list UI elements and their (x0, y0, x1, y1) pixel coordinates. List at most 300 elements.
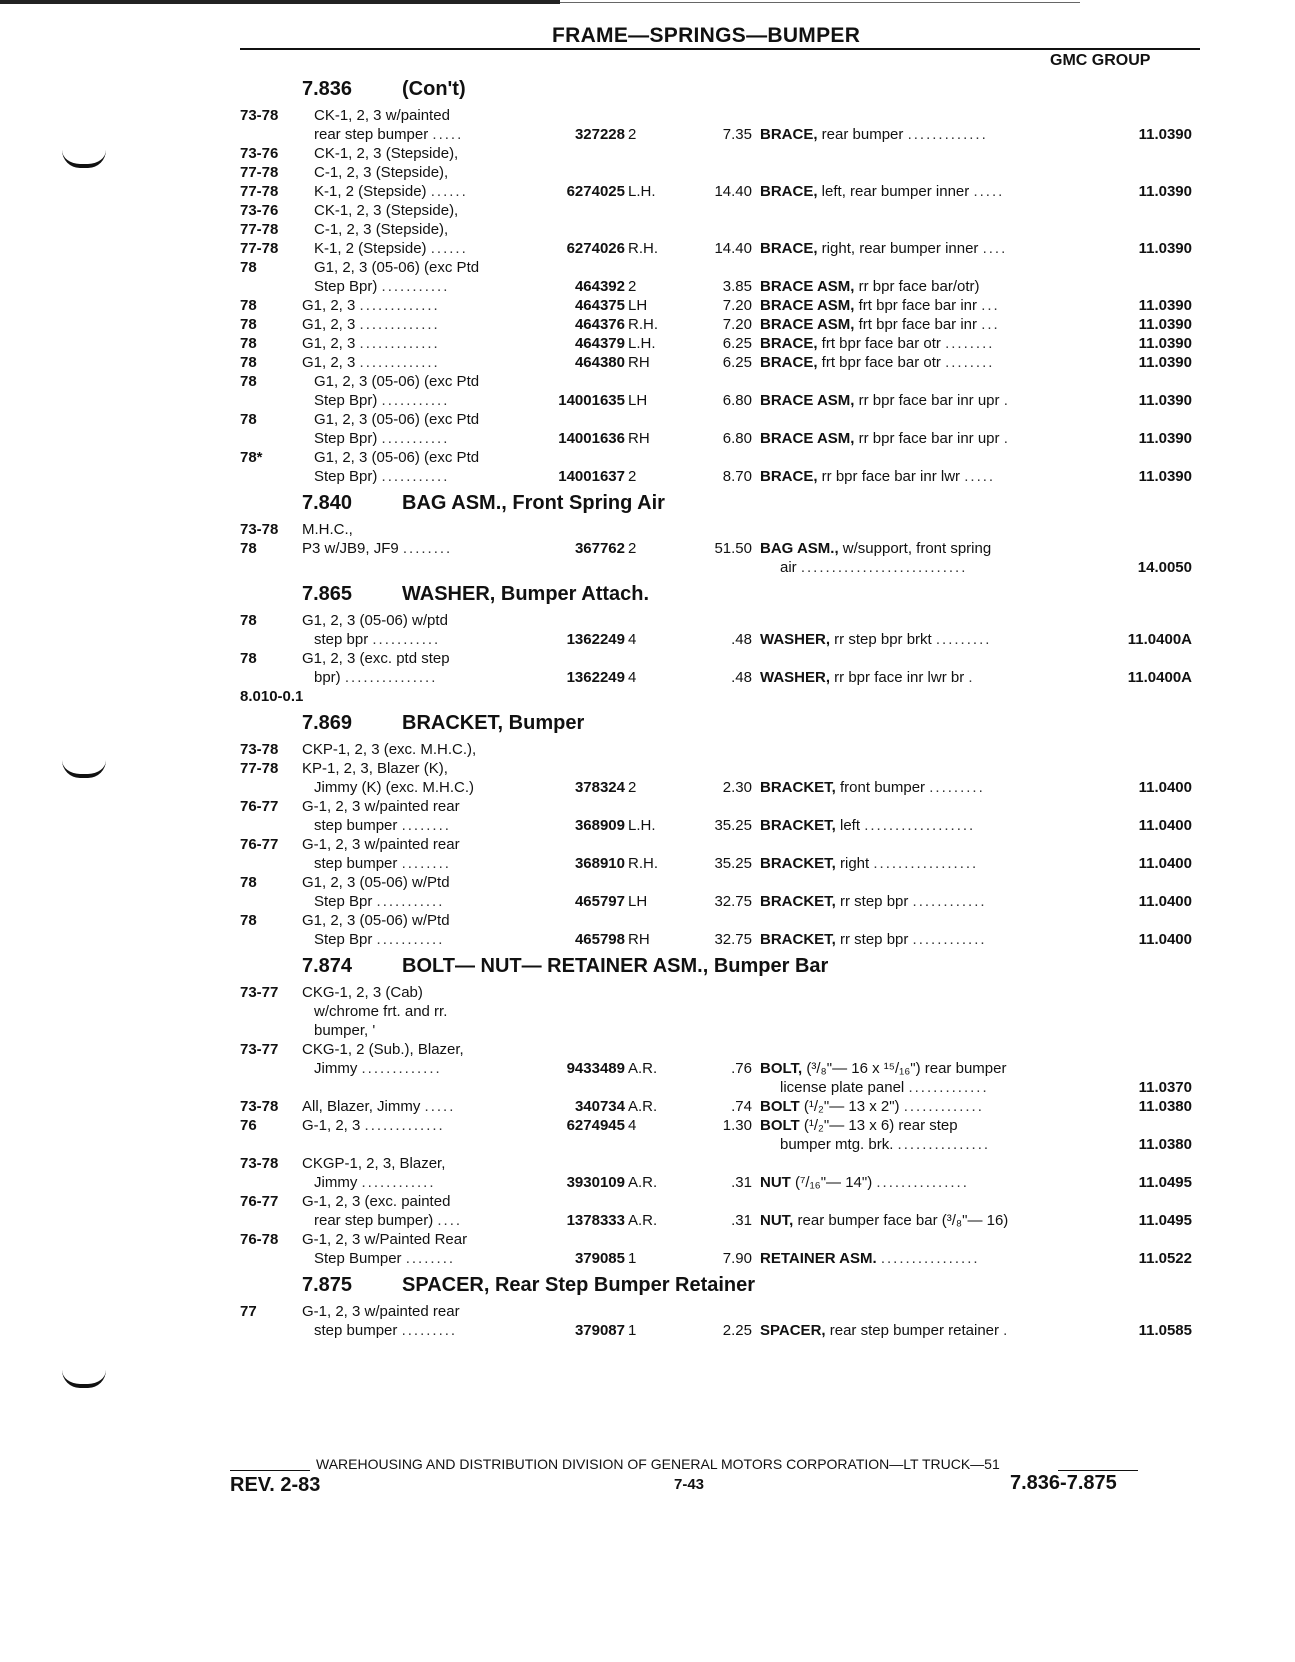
application-text: G1, 2, 3 (302, 335, 356, 352)
price: 7.20 (722, 316, 752, 333)
leader-dots: ........ (401, 855, 451, 872)
group-number: 11.0400A (1127, 631, 1192, 648)
part-entry (240, 911, 1205, 949)
leader-dots: ........... (372, 631, 441, 648)
application-text: G-1, 2, 3 w/painted rear (302, 1303, 460, 1320)
application (314, 144, 524, 163)
group-number: 11.0390 (1138, 430, 1192, 447)
application (314, 429, 524, 448)
leader-dots: ........... (381, 278, 450, 295)
model-years: 73-78 (240, 1155, 279, 1172)
application-text: rear step bumper) (314, 1212, 434, 1229)
quantity: A.R. (628, 1098, 658, 1115)
part-number: 9433489 (566, 1060, 625, 1077)
section-title: WASHER, Bumper Attach. (402, 583, 650, 605)
description-keyword: BRACE, (760, 240, 818, 257)
leader-dots: . (1003, 1322, 1010, 1339)
description-keyword: BRACE, (760, 354, 818, 371)
description (760, 1211, 1065, 1230)
leader-dots: ......... (935, 631, 992, 648)
leader-dots: ..... (973, 183, 1005, 200)
entry-line (240, 429, 1205, 448)
quantity: R.H. (628, 240, 658, 257)
model-years: 78 (240, 650, 257, 667)
price: 6.25 (722, 335, 752, 352)
application (302, 649, 512, 668)
group-number: 11.0400 (1138, 817, 1192, 834)
price: .31 (731, 1212, 752, 1229)
application-text: rear step bumper (314, 126, 429, 143)
group-number: 11.0495 (1138, 1212, 1192, 1229)
group-number: 11.0390 (1138, 392, 1192, 409)
leader-dots: ............ (912, 893, 987, 910)
application (314, 220, 524, 239)
footer-division: WAREHOUSING AND DISTRIBUTION DIVISION OF GENERAL MOTORS CORPORATION—LT TRUCK—51 (316, 1456, 1000, 1472)
entry-line (240, 372, 1205, 391)
part-entry (240, 649, 1205, 687)
entry-line (240, 410, 1205, 429)
description-keyword: BRACKET, (760, 779, 836, 796)
application-text: Step Bpr) (314, 392, 378, 409)
leader-dots: ........ (945, 335, 995, 352)
leader-dots: ...... (430, 240, 468, 257)
part-number: 464392 (574, 278, 625, 295)
section-heading (240, 490, 1205, 520)
leader-dots: ......... (929, 779, 985, 796)
application (302, 611, 512, 630)
leader-dots: ............. (361, 1060, 442, 1077)
entry-line (240, 1116, 1205, 1135)
quantity: 2 (628, 540, 637, 557)
entry-line (240, 1097, 1205, 1116)
application-text: step bpr (314, 631, 369, 648)
section-heading (240, 953, 1205, 983)
part-entry (240, 296, 1205, 315)
description (760, 125, 1065, 144)
leader-dots: ..... (964, 468, 996, 485)
section-heading (240, 76, 1205, 106)
part-entry (240, 372, 1205, 410)
entry-line (240, 1249, 1205, 1268)
leader-dots: ................ (880, 1250, 980, 1267)
group-number: 11.0495 (1138, 1174, 1192, 1191)
application-text: bumper, ' (314, 1022, 376, 1039)
application (302, 1302, 512, 1321)
price: 51.50 (714, 540, 752, 557)
model-years: 78 (240, 411, 257, 428)
entry-line (240, 778, 1205, 797)
quantity: L.H. (628, 183, 656, 200)
application-text: CK-1, 2, 3 (Stepside), (314, 202, 459, 219)
application (314, 391, 524, 410)
part-number: 14001635 (558, 392, 625, 409)
description-text: frt bpr face bar otr (817, 354, 941, 371)
part-number: 368909 (574, 817, 625, 834)
description (780, 558, 1085, 577)
part-number: 1378333 (566, 1212, 625, 1229)
leader-dots: ............. (907, 126, 988, 143)
binder-hole-mark (62, 760, 106, 778)
part-entry (240, 873, 1205, 911)
description (760, 429, 1065, 448)
leader-dots: . (1003, 430, 1010, 447)
description (760, 539, 1065, 558)
description-text: rear bumper face bar (³/₈"— 16) (793, 1212, 1009, 1229)
application (302, 1154, 512, 1173)
description (780, 1078, 1085, 1097)
description (760, 1059, 1065, 1078)
model-years: 78 (240, 540, 257, 557)
description-text: (¹/₂"— 13 x 6) rear step (799, 1117, 958, 1134)
quantity: RH (628, 931, 650, 948)
application-text: P3 w/JB9, JF9 (302, 540, 399, 557)
entry-line (240, 220, 1205, 239)
leader-dots: . (968, 669, 975, 686)
entry-line (240, 1302, 1205, 1321)
application-text: K-1, 2 (Stepside) (314, 240, 427, 257)
description-keyword: NUT, (760, 1212, 794, 1229)
quantity: A.R. (628, 1060, 658, 1077)
footer-rule-right (1058, 1470, 1138, 1471)
price: 8.70 (722, 468, 752, 485)
entry-line (240, 835, 1205, 854)
leader-dots: ............. (364, 1117, 445, 1134)
section-heading (240, 581, 1205, 611)
application (302, 740, 512, 759)
entry-line (240, 315, 1205, 334)
group-number: 11.0390 (1138, 126, 1192, 143)
application-text: CK-1, 2, 3 (Stepside), (314, 145, 459, 162)
section-title: (Con't) (402, 78, 466, 100)
application-text: Step Bpr) (314, 468, 378, 485)
entry-line (240, 258, 1205, 277)
page-number: 7-43 (674, 1476, 705, 1493)
description-text: (³/₈"— 16 x ¹⁵/₁₆") rear bumper (802, 1060, 1007, 1077)
description-text: air (780, 559, 797, 576)
leader-dots: .... (982, 240, 1008, 257)
part-entry (240, 1192, 1205, 1230)
quantity: L.H. (628, 817, 656, 834)
leader-dots: ........ (945, 354, 995, 371)
application-text: CKG-1, 2, 3 (Cab) (302, 984, 423, 1001)
application-text: step bumper (314, 1322, 398, 1339)
entry-line (240, 558, 1205, 577)
application (314, 930, 524, 949)
entry-line (240, 649, 1205, 668)
description-keyword: WASHER, (760, 669, 831, 686)
leader-dots: ...... (430, 183, 468, 200)
entry-line (240, 353, 1205, 372)
entry-line (240, 106, 1205, 125)
quantity: 1 (628, 1250, 637, 1267)
entry-line (240, 630, 1205, 649)
leader-dots: ............. (359, 335, 440, 352)
application-text: CK-1, 2, 3 w/painted (314, 107, 450, 124)
model-years: 77-78 (240, 164, 279, 181)
description-keyword: BRACKET, (760, 855, 836, 872)
application-text: step bumper (314, 817, 398, 834)
description-keyword: BRACE, (760, 335, 818, 352)
description-text: rr bpr face bar inr upr (854, 430, 1000, 447)
model-years: 76-78 (240, 1231, 279, 1248)
entry-line (240, 1078, 1205, 1097)
application (314, 410, 524, 429)
top-edge-rule-thin (560, 2, 1080, 3)
application (314, 854, 524, 873)
application (314, 277, 524, 296)
section-number: 7.865 (302, 583, 353, 605)
description-keyword: BRACE, (760, 468, 818, 485)
quantity: RH (628, 430, 650, 447)
part-entry (240, 1116, 1205, 1154)
quantity: LH (628, 392, 648, 409)
description-keyword: BRACE ASM, (760, 430, 855, 447)
leader-dots: ................. (873, 855, 979, 872)
quantity: L.H. (628, 335, 656, 352)
group-number: 11.0380 (1138, 1098, 1192, 1115)
application-text: Jimmy (314, 1174, 358, 1191)
application-text: G-1, 2, 3 (302, 1117, 361, 1134)
description (760, 1173, 1065, 1192)
group-number: 11.0400 (1138, 779, 1192, 796)
group-number: 11.0585 (1138, 1322, 1192, 1339)
group-number: 11.0400 (1138, 893, 1192, 910)
leader-dots: ............. (359, 316, 440, 333)
description (760, 854, 1065, 873)
model-years: 78 (240, 316, 257, 333)
quantity: 1 (628, 1322, 637, 1339)
leader-dots: ......... (401, 1322, 458, 1339)
application (302, 353, 512, 372)
price: 35.25 (714, 817, 752, 834)
application-text: C-1, 2, 3 (Stepside), (314, 221, 449, 238)
application-text: G1, 2, 3 (05-06) w/Ptd (302, 912, 450, 929)
application-text: KP-1, 2, 3, Blazer (K), (302, 760, 448, 777)
description-text: license plate panel (780, 1079, 905, 1096)
model-years: 78 (240, 259, 257, 276)
description-text: (¹/₂"— 13 x 2") (799, 1098, 900, 1115)
description (760, 816, 1065, 835)
parts-catalog-body (240, 76, 1205, 1344)
leader-dots: ............... (876, 1174, 969, 1191)
model-years: 78 (240, 354, 257, 371)
entry-line (240, 182, 1205, 201)
footer-rule-left (230, 1470, 310, 1471)
application (314, 668, 524, 687)
description-keyword: BRACKET, (760, 931, 836, 948)
description-text: rr bpr face bar inr lwr (817, 468, 961, 485)
application (302, 1192, 512, 1211)
group-number: 11.0400 (1138, 855, 1192, 872)
description-keyword: BRACE ASM, (760, 316, 855, 333)
quantity: A.R. (628, 1174, 658, 1191)
description (760, 239, 1065, 258)
entry-line (240, 797, 1205, 816)
description-text: rear bumper (817, 126, 904, 143)
price: 35.25 (714, 855, 752, 872)
description (760, 277, 1065, 296)
model-years: 73-77 (240, 984, 279, 1001)
group-label: GMC GROUP (1050, 52, 1151, 69)
application-text: G1, 2, 3 (05-06) (exc Ptd (314, 449, 480, 466)
application (314, 239, 524, 258)
description-text: bumper mtg. brk. (780, 1136, 894, 1153)
description-text: rr bpr face bar inr upr (854, 392, 1000, 409)
section-number: 7.836 (302, 78, 353, 100)
quantity: RH (628, 354, 650, 371)
description (760, 1097, 1065, 1116)
application (314, 1249, 524, 1268)
application-text: Step Bpr (314, 893, 373, 910)
description-text: rr step bpr brkt (830, 631, 932, 648)
description (760, 1249, 1065, 1268)
price: .31 (731, 1174, 752, 1191)
part-entry (240, 983, 1205, 1040)
entry-line (240, 125, 1205, 144)
description (760, 182, 1065, 201)
description (760, 353, 1065, 372)
leader-dots: ........ (405, 1250, 456, 1267)
application (302, 296, 512, 315)
quantity: R.H. (628, 316, 658, 333)
entry-line (240, 1230, 1205, 1249)
application-text: G1, 2, 3 (05-06) w/ptd (302, 612, 448, 629)
quantity: 2 (628, 126, 637, 143)
part-number: 465797 (574, 893, 625, 910)
part-entry (240, 334, 1205, 353)
leader-dots: ............. (359, 297, 440, 314)
description (760, 930, 1065, 949)
entry-line (240, 201, 1205, 220)
leader-dots: ........................... (800, 559, 968, 576)
entry-line (240, 448, 1205, 467)
part-entry (240, 201, 1205, 258)
entry-line (240, 144, 1205, 163)
entry-line (240, 1040, 1205, 1059)
application (314, 163, 524, 182)
quantity: 2 (628, 278, 637, 295)
group-number: 11.0370 (1138, 1079, 1192, 1096)
leader-dots: . (1003, 392, 1010, 409)
leader-dots: ..... (432, 126, 464, 143)
section-number: 7.874 (302, 955, 353, 977)
entry-line (240, 1002, 1205, 1021)
leader-dots: .................. (864, 817, 976, 834)
group-number: 11.0390 (1138, 183, 1192, 200)
application (314, 1173, 524, 1192)
application-text: G1, 2, 3 (exc. ptd step (302, 650, 450, 667)
entry-line (240, 296, 1205, 315)
part-entry (240, 144, 1205, 201)
section-range: 7.836-7.875 (1010, 1472, 1117, 1494)
part-number: 14001637 (558, 468, 625, 485)
model-years: 76-77 (240, 836, 279, 853)
description (760, 334, 1065, 353)
application-text: step bumper (314, 855, 398, 872)
quantity: 4 (628, 669, 637, 686)
model-years: 77-78 (240, 760, 279, 777)
description-keyword: RETAINER ASM. (760, 1250, 877, 1267)
model-years: 77-78 (240, 240, 279, 257)
leader-dots: ........... (376, 931, 445, 948)
description (760, 892, 1065, 911)
application (314, 1211, 524, 1230)
section-number: 7.840 (302, 492, 353, 514)
model-years: 78 (240, 874, 257, 891)
price: 2.30 (722, 779, 752, 796)
description (760, 1116, 1065, 1135)
price: .48 (731, 631, 752, 648)
price: 7.90 (722, 1250, 752, 1267)
section-title: BRACKET, Bumper (402, 712, 585, 734)
quantity: A.R. (628, 1212, 658, 1229)
application-text: All, Blazer, Jimmy (302, 1098, 421, 1115)
description (780, 1135, 1085, 1154)
description-keyword: BRACKET, (760, 817, 836, 834)
model-years: 73-76 (240, 202, 279, 219)
application (314, 372, 524, 391)
entry-line (240, 277, 1205, 296)
description (760, 296, 1065, 315)
description-keyword: BRACE ASM, (760, 297, 855, 314)
description (760, 630, 1065, 649)
part-number: 379087 (574, 1322, 625, 1339)
description-keyword: BRACE ASM, (760, 392, 855, 409)
description (760, 668, 1065, 687)
application (314, 892, 524, 911)
description-text: left (835, 817, 861, 834)
part-number: 6274026 (566, 240, 625, 257)
part-number: 1362249 (566, 669, 625, 686)
part-entry (240, 106, 1205, 144)
description-text: right, rear bumper inner (817, 240, 979, 257)
entry-line (240, 239, 1205, 258)
entry-line (240, 1059, 1205, 1078)
description-text: frt bpr face bar otr (817, 335, 941, 352)
price: .74 (731, 1098, 752, 1115)
section-title: BAG ASM., Front Spring Air (402, 492, 665, 514)
entry-line (240, 520, 1205, 539)
group-number: 11.0400 (1138, 931, 1192, 948)
model-years: 76-77 (240, 1193, 279, 1210)
header-rule (240, 48, 1200, 50)
leader-dots: ........ (402, 540, 453, 557)
quantity: R.H. (628, 855, 658, 872)
application (302, 759, 512, 778)
price: 6.80 (722, 392, 752, 409)
model-years: 73-78 (240, 107, 279, 124)
description-keyword: BRACE ASM, (760, 278, 855, 295)
description (760, 467, 1065, 486)
part-number: 464376 (574, 316, 625, 333)
model-years: 78 (240, 373, 257, 390)
application-text: G1, 2, 3 (302, 316, 356, 333)
model-years: 76 (240, 1117, 257, 1134)
part-entry (240, 315, 1205, 334)
description-text: right (835, 855, 870, 872)
application-text: Step Bumper (314, 1250, 402, 1267)
group-number: 11.0390 (1138, 240, 1192, 257)
description-text: rr step bpr (835, 931, 909, 948)
application-text: bpr) (314, 669, 341, 686)
description (760, 778, 1065, 797)
group-number: 11.0390 (1138, 354, 1192, 371)
description (760, 315, 1065, 334)
group-number: 11.0380 (1138, 1136, 1192, 1153)
part-number: 465798 (574, 931, 625, 948)
part-entry (240, 410, 1205, 448)
application (314, 448, 524, 467)
